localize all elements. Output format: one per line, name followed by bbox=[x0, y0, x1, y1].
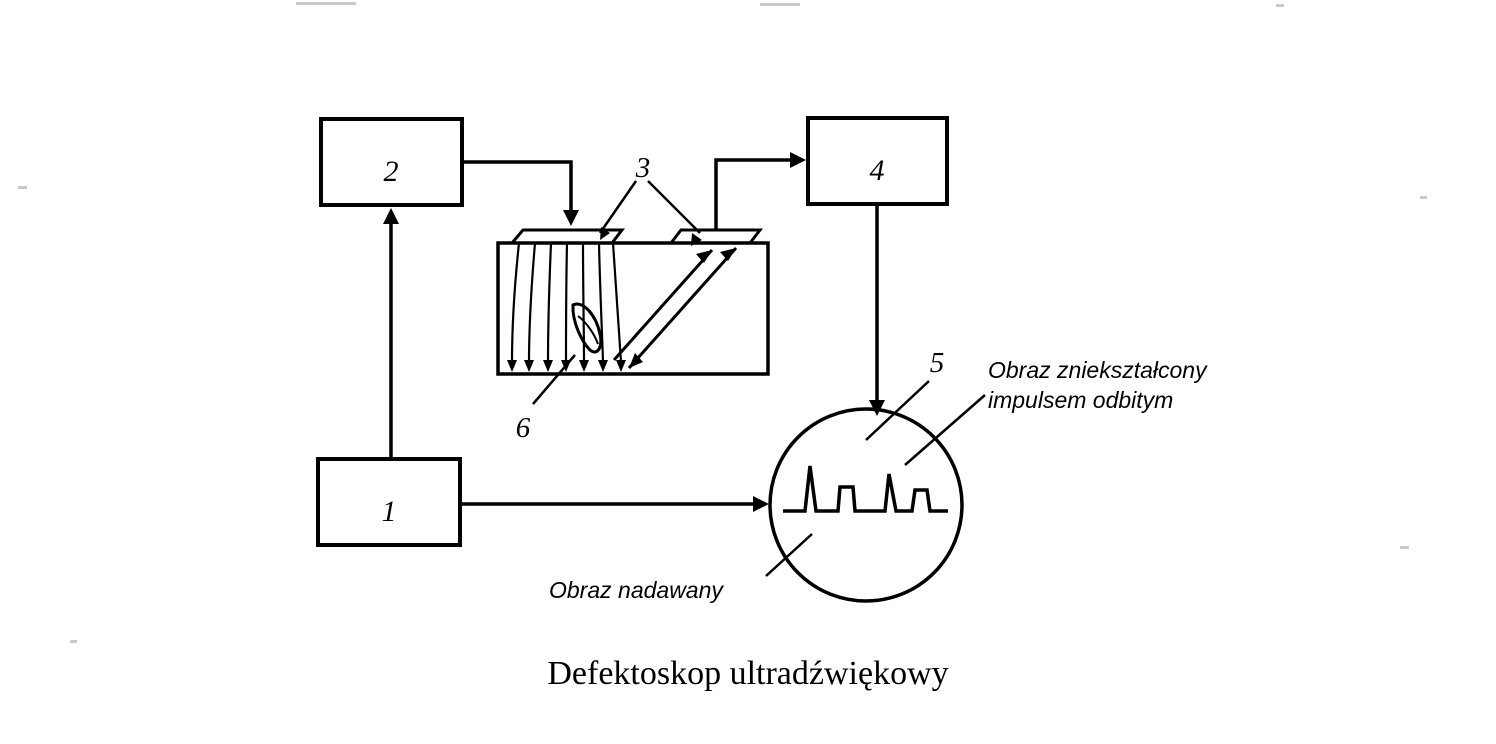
annotation-transmitted-pulse-line1: Obraz nadawany bbox=[549, 577, 723, 603]
ref-3-label: 3 bbox=[635, 152, 651, 184]
defect-flaw bbox=[573, 304, 601, 352]
connector-block4-to-screen bbox=[869, 204, 885, 416]
block-4 bbox=[808, 118, 947, 204]
figure-caption: Defektoskop ultradźwiękowy bbox=[547, 655, 949, 692]
connector-block1-to-screen bbox=[460, 496, 769, 512]
connector-block2-to-probe bbox=[462, 162, 579, 226]
annotation-transmitted-pulse bbox=[549, 534, 812, 603]
block-1 bbox=[318, 459, 460, 545]
reflected-beam-arrows bbox=[614, 248, 736, 368]
block-2 bbox=[321, 119, 462, 205]
crt-screen bbox=[770, 409, 962, 601]
ref-5-label: 5 bbox=[929, 347, 945, 379]
connector-probe-to-block4 bbox=[716, 152, 806, 230]
leader-ref-6 bbox=[533, 355, 575, 404]
annotation-distorted-echo-line1: Obraz zniekształcony bbox=[988, 357, 1207, 383]
connector-block1-to-block2 bbox=[383, 208, 399, 459]
block-4-label: 4 bbox=[869, 154, 885, 187]
scan-speckles bbox=[18, 2, 1427, 643]
ref-6-label: 6 bbox=[515, 412, 531, 444]
block-1-label: 1 bbox=[381, 495, 397, 528]
annotation-distorted-echo bbox=[905, 357, 1208, 465]
block-2-label: 2 bbox=[383, 155, 399, 188]
annotation-distorted-echo-line2: impulsem odbitym bbox=[988, 387, 1174, 413]
ultrasonic-beam-lines bbox=[507, 243, 626, 372]
